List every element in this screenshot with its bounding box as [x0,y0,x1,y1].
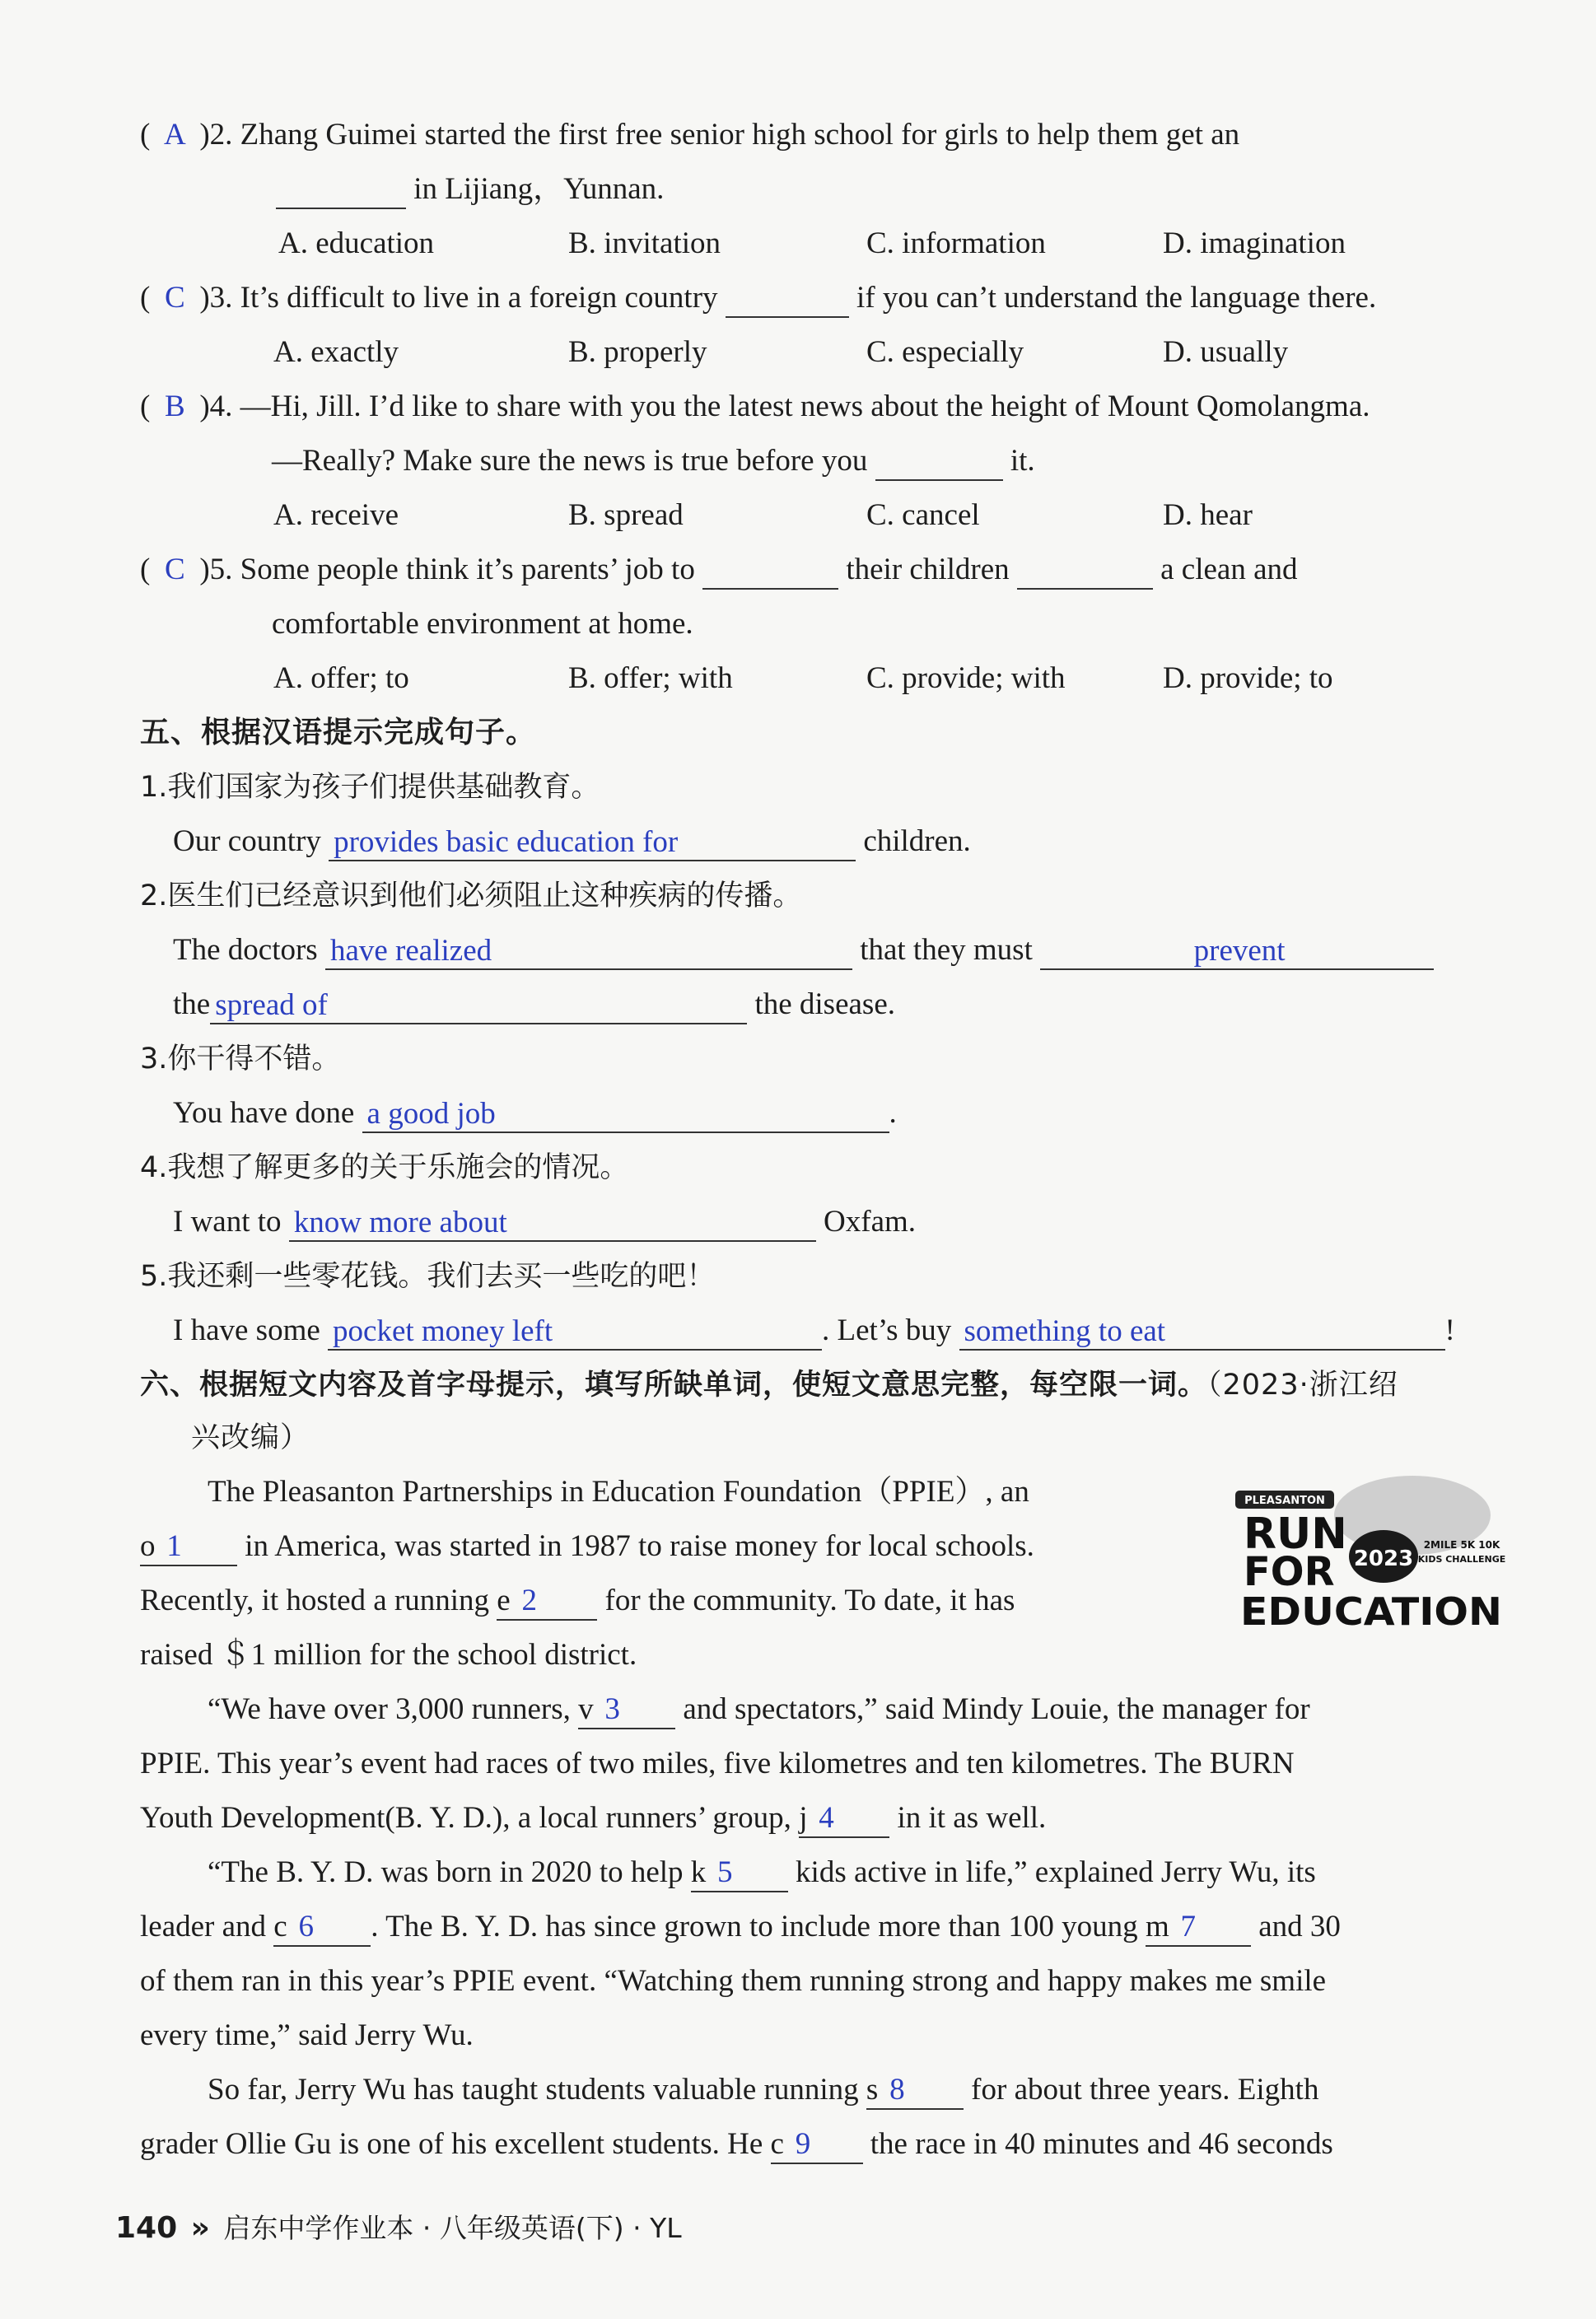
blank-7: m 7 [1146,1909,1251,1947]
blank [702,555,838,590]
logo-top-text: PLEASANTON [1244,1495,1325,1507]
option-b: B. invitation [568,226,721,260]
passage-p1-line2: o 1 in America, was started in 1987 to raise money for local schools. [140,1527,1034,1566]
blank-4: j 4 [799,1800,889,1838]
option-c: C. provide; with [866,661,1066,695]
logo-run: RUN [1244,1509,1347,1559]
s5-answer-2a: have realized [325,934,852,970]
blank-3: v 3 [578,1691,675,1729]
mc-stem-2: Zhang Guimei started the first free senior high school for girls to help them get an [240,118,1240,152]
page-footer [115,2207,682,2246]
chevron-right-icon: » [190,2211,210,2245]
option-d: D. hear [1163,498,1253,532]
option-c: C. cancel [866,498,980,532]
option-a: A. receive [273,498,399,532]
blank [726,283,849,318]
mc-answer-3: C [164,281,185,315]
option-c: C. especially [866,335,1024,369]
blank-5: k 5 [691,1855,788,1892]
run-for-education-logo [1235,1470,1507,1635]
s5-item-3-english: You have done a good job . [173,1094,897,1133]
option-d: D. imagination [1163,226,1346,260]
mc-answer-5: C [164,553,185,586]
option-d: D. provide; to [1163,661,1333,695]
passage-p2-line3: Youth Development(B. Y. D.), a local runners’ group, j 4 in it as well. [140,1799,1046,1838]
book-title: 启东中学作业本 · 八年级英语(下) · YL [223,2212,682,2244]
logo-year: 2023 [1353,1547,1414,1571]
mc-question-5-line2: comfortable environment at home. [272,607,693,641]
mc-question-5: ( C )5. Some people think it’s parents’ job to their children a clean and [140,550,1298,590]
s5-item-1-chinese: 1.我们国家为孩子们提供基础教育。 [140,771,600,804]
s5-answer-1: provides basic education for [329,825,856,861]
s5-item-4-english: I want to know more about Oxfam. [173,1202,916,1242]
mc-question-2-line2: in Lijiang，Yunnan. [276,170,664,209]
option-d: D. usually [1163,335,1289,369]
passage-p4-line2: grader Ollie Gu is one of his excellent students. He c 9 the race in 40 minutes and 46 seconds [140,2125,1333,2164]
blank-6: c 6 [273,1909,371,1947]
option-a: A. offer; to [273,661,409,695]
logo-distances: 2MILE 5K 10K [1423,1539,1500,1551]
s5-answer-5b: something to eat [959,1314,1445,1351]
passage-p1-line4: raised ＄1 million for the school district. [140,1638,637,1672]
s5-item-1-english: Our country provides basic education for children. [173,822,971,861]
s5-answer-3: a good job [362,1097,889,1133]
s5-item-2-english: The doctors have realized that they must prevent [173,931,1434,970]
passage-p3-line2: leader and c 6 . The B. Y. D. has since grown to include more than 100 young m 7 and 30 [140,1907,1341,1947]
s5-answer-2b: prevent [1040,934,1434,970]
blank-8: s 8 [866,2072,964,2110]
s5-item-3-chinese: 3.你干得不错。 [140,1043,341,1076]
s5-item-4-chinese: 4.我想了解更多的关于乐施会的情况。 [140,1151,629,1184]
passage-p3-line1: “The B. Y. D. was born in 2020 to help k 5 kids active in life,” explained Jerry Wu, its [208,1853,1316,1892]
page-number: 140 [115,2211,178,2245]
passage-p2-line2: PPIE. This year’s event had races of two miles, five kilometres and ten kilometres. The BURN [140,1747,1295,1780]
blank-9: c 9 [771,2126,863,2164]
passage-p1-line3: Recently, it hosted a running e 2 for the community. To date, it has [140,1581,1015,1621]
blank-2: e 2 [497,1583,597,1621]
s5-answer-2c: spread of [210,988,747,1024]
blank [1017,555,1153,590]
option-b: B. spread [568,498,684,532]
mc-answer-4: B [164,390,185,423]
section-6-source: 兴改编） [191,1421,310,1454]
passage-p1-line1: The Pleasanton Partnerships in Education Foundation（PPIE）, an [208,1475,1029,1509]
option-b: B. offer; with [568,661,733,695]
blank [875,446,1003,481]
logo-kids: KIDS CHALLENGE [1417,1554,1506,1565]
passage-p3-line4: every time,” said Jerry Wu. [140,2018,474,2052]
blank-1: o 1 [140,1528,237,1566]
section-6-heading: 六、根据短文内容及首字母提示，填写所缺单词，使短文意思完整，每空限一词。（2023·浙江绍 [140,1369,1398,1402]
mc-question-4-line2: —Really? Make sure the news is true before you it. [272,441,1035,481]
passage-p4-line1: So far, Jerry Wu has taught students valuable running s 8 for about three years. Eighth [208,2070,1318,2110]
blank [276,175,406,209]
mc-question-4: ( B )4. —Hi, Jill. I’d like to share with you the latest news about the height of Mount Qomolangma. [140,387,1370,427]
passage-p2-line1: “We have over 3,000 runners, v 3 and spectators,” said Mindy Louie, the manager for [208,1690,1310,1729]
logo-education: EDUCATION [1240,1589,1502,1634]
s5-item-5-english: I have some pocket money left . Let’s buy something to eat ! [173,1311,1455,1351]
section-5-heading: 五、根据汉语提示完成句子。 [140,716,537,749]
s5-answer-5a: pocket money left [328,1314,822,1351]
s5-item-5-chinese: 5.我还剩一些零花钱。我们去买一些吃的吧！ [140,1260,716,1293]
mc-question-2: ( A )2. Zhang Guimei started the first free senior high school for girls to help them get an [140,115,1239,155]
option-a: A. education [278,226,435,260]
s5-answer-4: know more about [289,1206,816,1242]
passage-p3-line3: of them ran in this year’s PPIE event. “Watching them running strong and happy makes me smile [140,1964,1327,1998]
logo-for: FOR [1244,1549,1335,1595]
option-c: C. information [866,226,1046,260]
mc-answer-2: A [163,118,186,152]
option-b: B. properly [568,335,707,369]
s5-item-2-chinese: 2.医生们已经意识到他们必须阻止这种疾病的传播。 [140,880,802,912]
s5-item-2-english-line2: the spread of the disease. [173,985,895,1024]
option-a: A. exactly [273,335,399,369]
mc-question-3: ( C )3. It’s difficult to live in a foreign country if you can’t understand the language there. [140,278,1376,318]
